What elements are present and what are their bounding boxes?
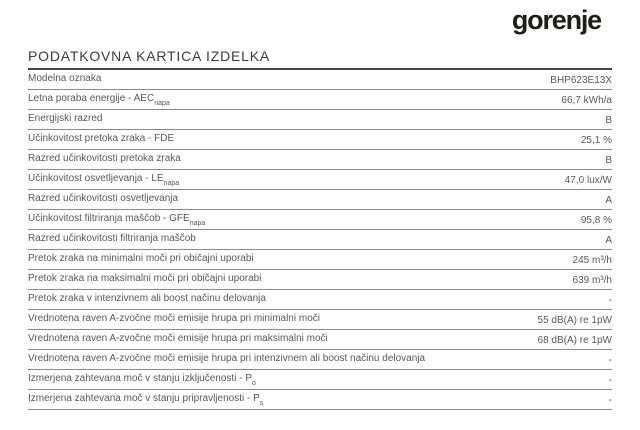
table-row bbox=[28, 250, 612, 270]
row-label: Pretok zraka na maksimalni moči pri običajni uporabi bbox=[28, 273, 262, 284]
row-value: 68 dB(A) re 1pW bbox=[537, 335, 612, 346]
row-label: Energijski razred bbox=[28, 113, 103, 124]
gorenje-logo: gorenje bbox=[511, 5, 601, 35]
row-label: Letna poraba energije - $AEC_{napa}$ bbox=[28, 93, 170, 107]
table-row bbox=[28, 330, 612, 350]
table-row bbox=[28, 230, 612, 250]
table-row bbox=[28, 70, 612, 90]
row-value: - bbox=[608, 395, 612, 406]
row-label-subscript: napa bbox=[163, 180, 180, 187]
table-row bbox=[28, 210, 612, 230]
row-label: Učinkovitost filtriranja maščob - $GFE_{napa}$ bbox=[28, 213, 206, 227]
row-label: Vrednotena raven A-zvočne moči emisije hrupa pri maksimalni moči bbox=[28, 333, 328, 344]
page-title: PODATKOVNA KARTICA IZDELKA bbox=[28, 48, 271, 64]
row-label: Izmerjena zahtevana moč v stanju pripravljenosti - $P_s$ bbox=[28, 393, 264, 407]
table-row bbox=[28, 90, 612, 110]
row-value: 95,8 % bbox=[580, 215, 612, 226]
row-value: A bbox=[605, 235, 612, 246]
table-row bbox=[28, 110, 612, 130]
row-value: - bbox=[608, 375, 612, 386]
row-value: - bbox=[608, 355, 612, 366]
row-label: Razred učinkovitosti pretoka zraka bbox=[28, 153, 181, 164]
title-block bbox=[28, 48, 612, 70]
table-row bbox=[28, 390, 612, 410]
row-label: Učinkovitost pretoka zraka - FDE bbox=[28, 133, 175, 144]
row-label: Vrednotena raven A-zvočne moči emisije hrupa pri minimalni moči bbox=[28, 313, 320, 324]
row-value: 66,7 kWh/a bbox=[561, 95, 612, 106]
row-value: A bbox=[605, 195, 612, 206]
product-table bbox=[28, 70, 612, 410]
row-label-subscript: o bbox=[252, 380, 256, 387]
table-row bbox=[28, 130, 612, 150]
table-row bbox=[28, 350, 612, 370]
row-label: Izmerjena zahtevana moč v stanju izključenosti - $P_o$ bbox=[28, 373, 256, 387]
row-value: 47,0 lux/W bbox=[564, 175, 612, 186]
row-value: 25,1 % bbox=[580, 135, 612, 146]
table-row bbox=[28, 190, 612, 210]
row-label: Razred učinkovitosti osvetljevanja bbox=[28, 193, 179, 204]
row-value: B bbox=[605, 115, 612, 126]
row-label-subscript: napa bbox=[189, 220, 206, 227]
row-label: Razred učinkovitosti filtriranja maščob bbox=[28, 233, 196, 244]
row-value: - bbox=[608, 295, 612, 306]
table-row bbox=[28, 170, 612, 190]
table-row bbox=[28, 270, 612, 290]
table-row bbox=[28, 310, 612, 330]
row-label: Modelna oznaka bbox=[28, 73, 102, 84]
row-label: Učinkovitost osvetljevanja - $LE_{napa}$ bbox=[28, 173, 180, 187]
table-row bbox=[28, 150, 612, 170]
table-row bbox=[28, 370, 612, 390]
row-value: 245 m³/h bbox=[572, 255, 612, 266]
row-label: Pretok zraka v intenzivnem ali boost načinu delovanja bbox=[28, 293, 266, 304]
row-label: Vrednotena raven A-zvočne moči emisije hrupa pri intenzivnem ali boost načinu delovanja bbox=[28, 353, 426, 364]
row-value: 55 dB(A) re 1pW bbox=[537, 315, 612, 326]
row-value: BHP623E13X bbox=[550, 75, 612, 86]
row-value: B bbox=[605, 155, 612, 166]
row-value: 639 m³/h bbox=[572, 275, 612, 286]
row-label-subscript: s bbox=[259, 400, 264, 407]
table-row bbox=[28, 290, 612, 310]
row-label-subscript: napa bbox=[154, 100, 170, 107]
row-label: Pretok zraka na minimalni moči pri običajni uporabi bbox=[28, 253, 254, 264]
